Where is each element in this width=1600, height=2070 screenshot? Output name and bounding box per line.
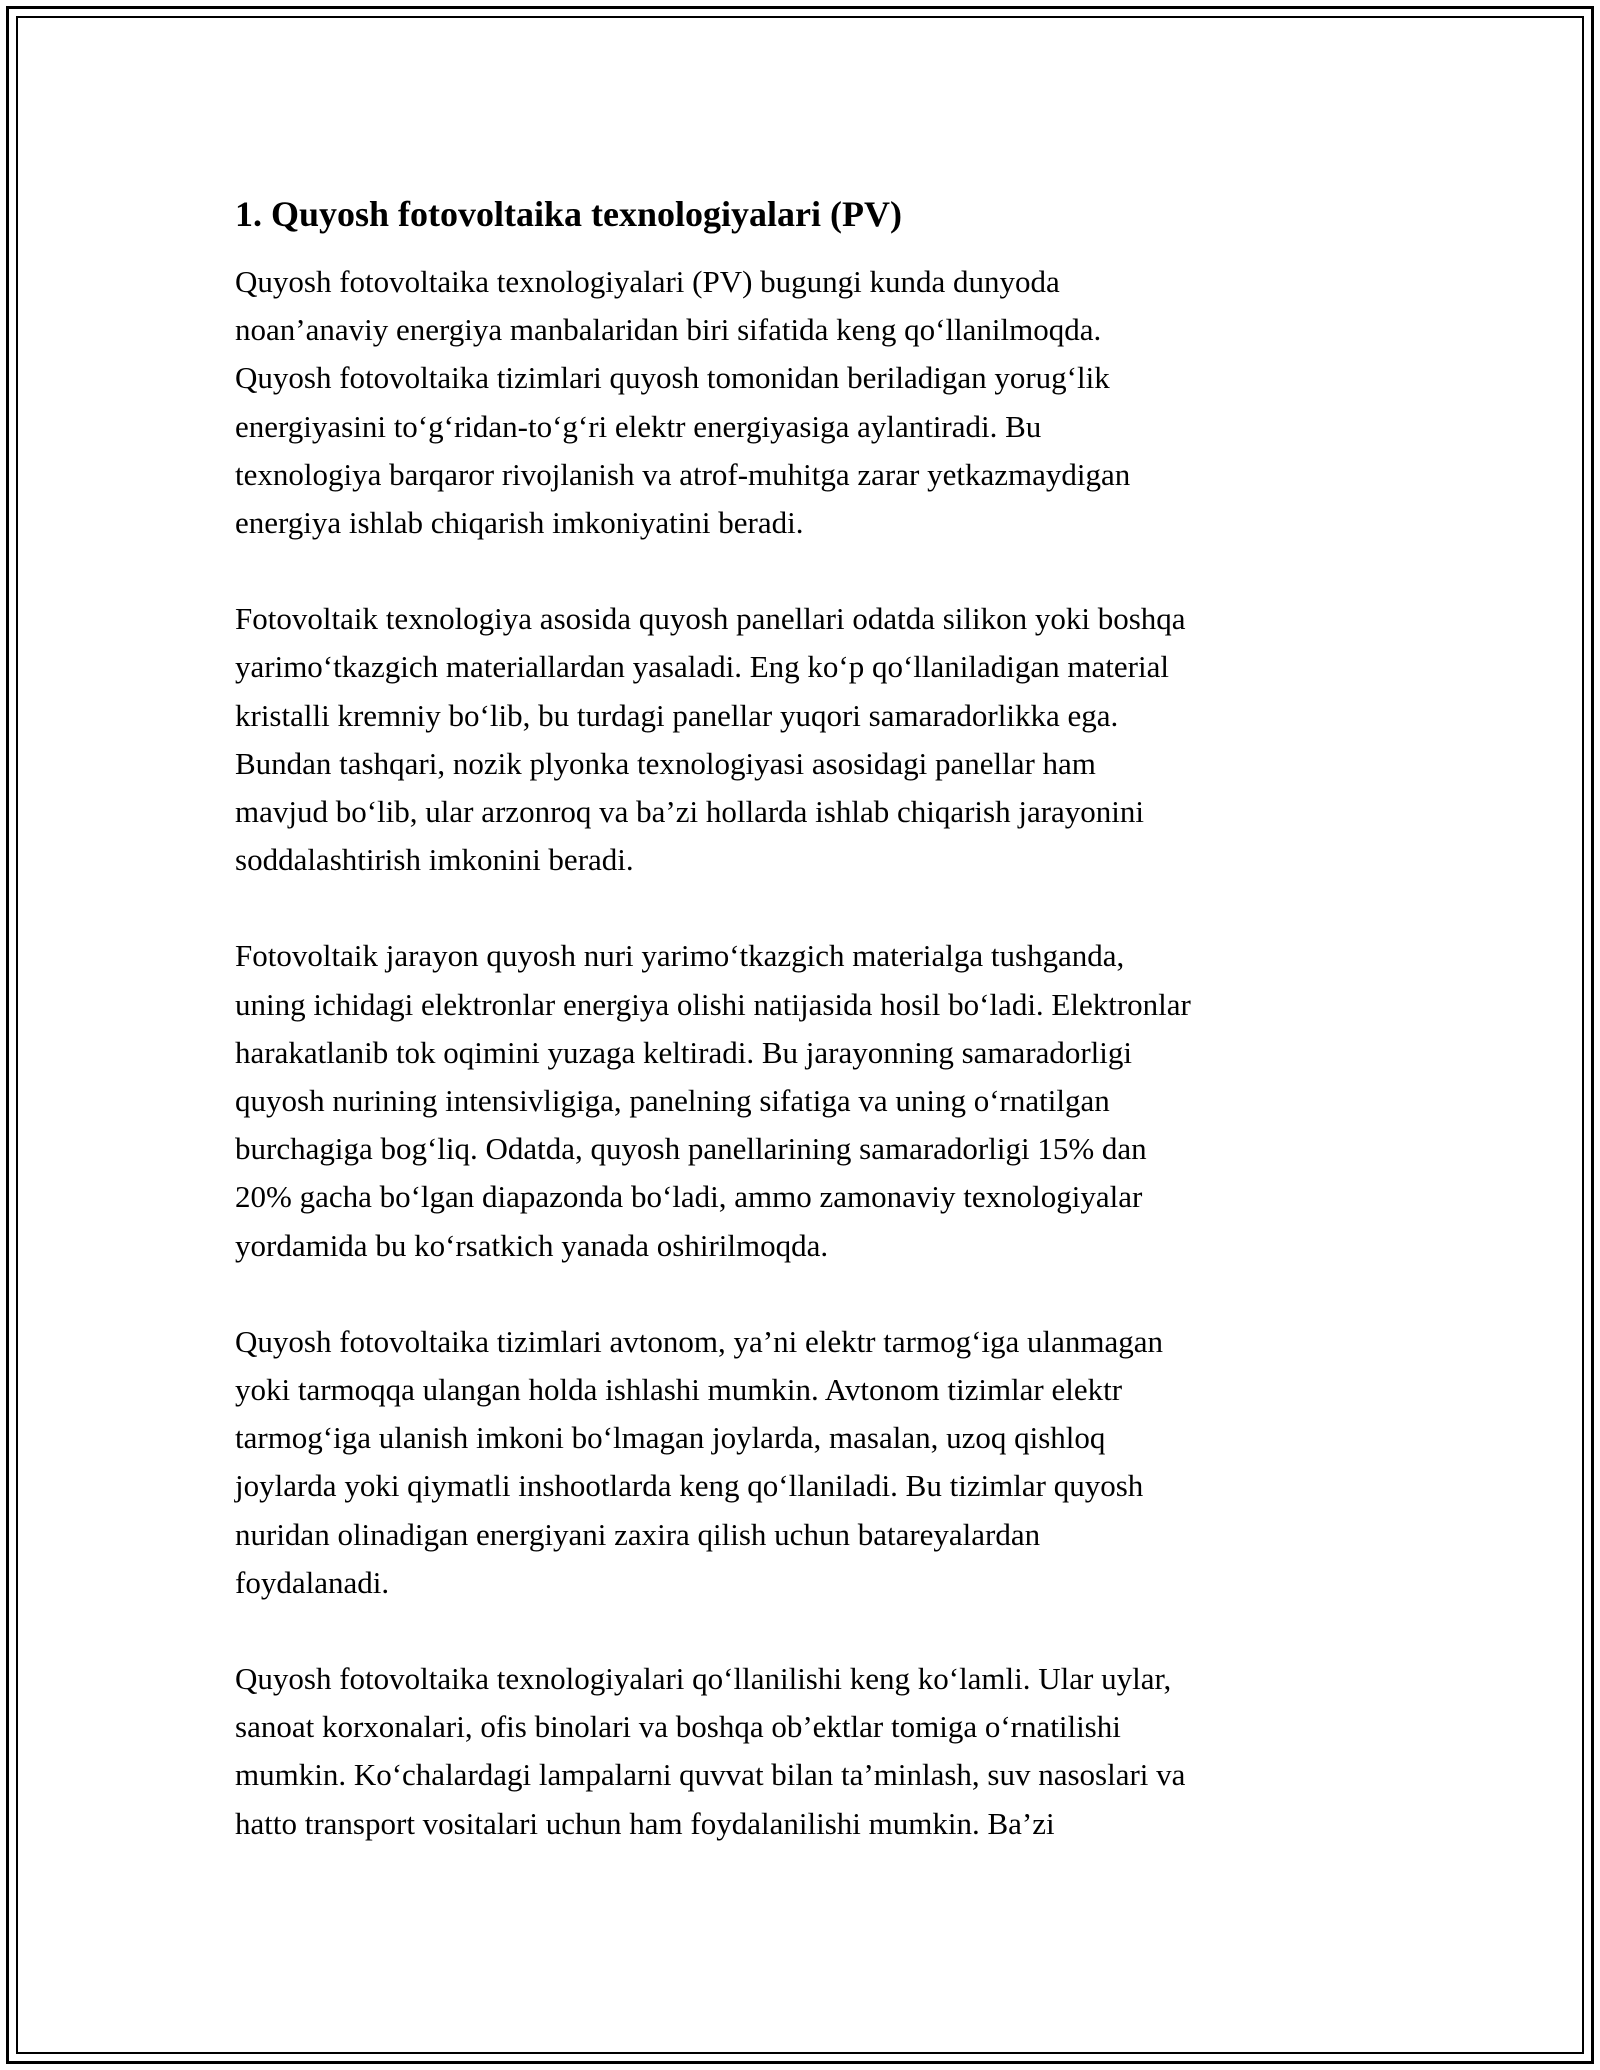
text-line: kristalli kremniy bo‘lib, bu turdagi panellar yuqori samaradorlikka ega. (235, 697, 1119, 733)
text-line: texnologiya barqaror rivojlanish va atrof-muhitga zarar yetkazmaydigan (235, 456, 1131, 492)
paragraph-1 (235, 258, 1375, 547)
paragraph-5 (235, 1655, 1375, 1848)
text-line: Quyosh fotovoltaika texnologiyalari qo‘llanilishi keng ko‘lamli. Ular uylar, (235, 1661, 1172, 1697)
text-line: soddalashtirish imkonini beradi. (235, 842, 634, 878)
text-line: Quyosh fotovoltaika tizimlari avtonom, ya’ni elektr tarmog‘iga ulanmagan (235, 1323, 1164, 1359)
text-line: energiyasini to‘g‘ridan-to‘g‘ri elektr energiyasiga aylantiradi. Bu (235, 408, 1042, 444)
text-line: quyosh nurining intensivligiga, panelning sifatiga va uning o‘rnatilgan (235, 1083, 1110, 1119)
text-line: hatto transport vositalari uchun ham foydalanilishi mumkin. Ba’zi (235, 1805, 1055, 1841)
text-line: harakatlanib tok oqimini yuzaga keltiradi. Bu jarayonning samaradorligi (235, 1034, 1133, 1070)
text-line: uning ichidagi elektronlar energiya olishi natijasida hosil bo‘ladi. Elektronlar (235, 986, 1191, 1022)
text-line: foydalanadi. (235, 1564, 390, 1600)
text-line: mavjud bo‘lib, ular arzonroq va ba’zi hollarda ishlab chiqarish jarayonini (235, 794, 1145, 830)
text-line: noan’anaviy energiya manbalaridan biri sifatida keng qo‘llanilmoqda. (235, 312, 1102, 348)
text-line: 20% gacha bo‘lgan diapazonda bo‘ladi, ammo zamonaviy texnologiyalar (235, 1179, 1143, 1215)
text-line: yordamida bu ko‘rsatkich yanada oshirilmoqda. (235, 1227, 829, 1263)
text-line: joylarda yoki qiymatli inshootlarda keng qo‘llaniladi. Bu tizimlar quyosh (235, 1468, 1144, 1504)
text-line: burchagiga bog‘liq. Odatda, quyosh panellarining samaradorligi 15% dan (235, 1131, 1147, 1167)
text-line: Quyosh fotovoltaika texnologiyalari (PV) bugungi kunda dunyoda (235, 264, 1060, 299)
text-line: Bundan tashqari, nozik plyonka texnologiyasi asosidagi panellar ham (235, 745, 1096, 781)
text-line: tarmog‘iga ulanish imkoni bo‘lmagan joylarda, masalan, uzoq qishloq (235, 1420, 1106, 1456)
text-line: Quyosh fotovoltaika tizimlari quyosh tomonidan beriladigan yorug‘lik (235, 360, 1110, 396)
text-line: nuridan olinadigan energiyani zaxira qilish uchun batareyalardan (235, 1516, 1041, 1552)
text-line: yarimo‘tkazgich materiallardan yasaladi. Eng ko‘p qo‘llaniladigan material (235, 649, 1169, 685)
paragraph-2 (235, 595, 1375, 884)
text-line: sanoat korxonalari, ofis binolari va boshqa ob’ektlar tomiga o‘rnatilishi (235, 1709, 1121, 1745)
text-line: yoki tarmoqqa ulangan holda ishlashi mumkin. Avtonom tizimlar elektr (235, 1372, 1123, 1408)
document-body (235, 190, 1375, 1896)
paragraph-3 (235, 932, 1375, 1269)
text-line: Fotovoltaik texnologiya asosida quyosh panellari odatda silikon yoki boshqa (235, 601, 1186, 637)
text-line: energiya ishlab chiqarish imkoniyatini beradi. (235, 505, 804, 541)
section-heading: 1. Quyosh fotovoltaika texnologiyalari (PV) (235, 194, 902, 234)
text-line: Fotovoltaik jarayon quyosh nuri yarimo‘tkazgich materialga tushganda, (235, 938, 1125, 974)
text-line: mumkin. Ko‘chalardagi lampalarni quvvat bilan ta’minlash, suv nasoslari va (235, 1757, 1186, 1793)
paragraph-4 (235, 1318, 1375, 1607)
